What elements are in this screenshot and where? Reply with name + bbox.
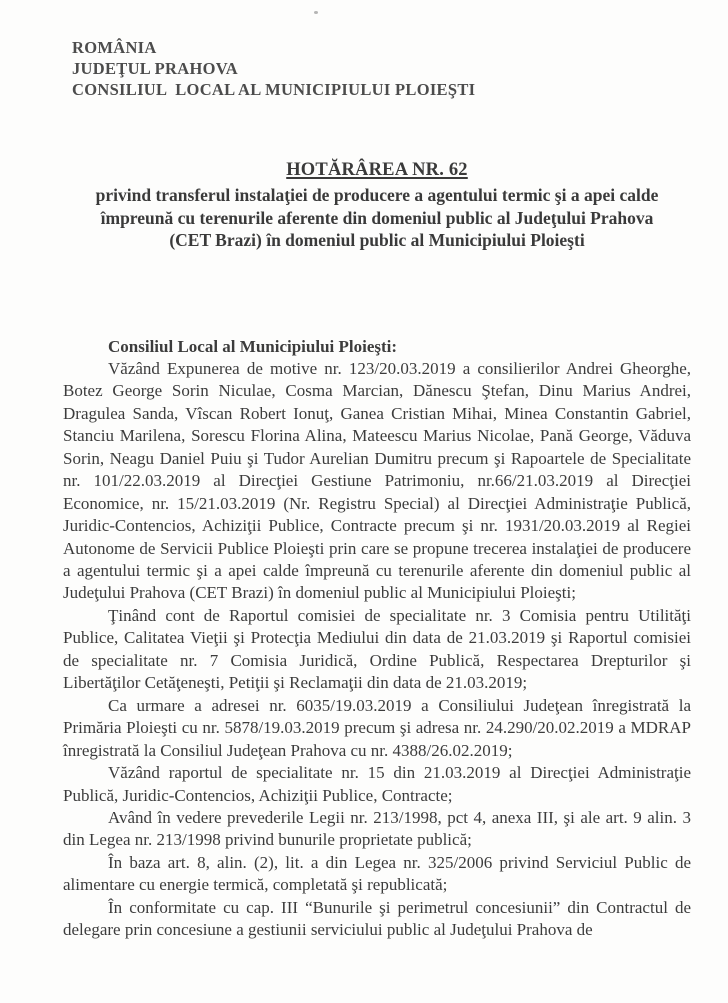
paragraph-vazand-raportul: Văzând raportul de specialitate nr. 15 din 21.03.2019 al Direcţiei Administraţie Publică, Juridic-Contencios, Achiziţii Publice, Contracte; <box>63 763 691 805</box>
letterhead-country: ROMÂNIA <box>72 38 157 57</box>
letterhead <box>0 0 728 100</box>
title-block <box>0 158 728 252</box>
paragraph-ca-urmare: Ca urmare a adresei nr. 6035/19.03.2019 a Consiliului Judeţean înregistrată la Primăria Ploieşti cu nr. 5878/19.03.2019 precum şi adresa nr. 24.290/20.02.2019 a MDRAP înregistrată la Consiliul Judeţean Prahova cu nr. 4388/26.02.2019; <box>63 695 691 760</box>
paragraph-in-baza: În baza art. 8, alin. (2), lit. a din Legea nr. 325/2006 privind Serviciul Public de alimentare cu energie termică, completată şi republicată; <box>63 852 691 895</box>
addressee-heading: Consiliul Local al Municipiului Ploieşti: <box>108 336 398 356</box>
letterhead-council: CONSILIUL LOCAL AL MUNICIPIULUI PLOIEŞTI <box>72 80 476 99</box>
paragraph-in-conformitate: În conformitate cu cap. III “Bunurile şi perimetrul concesiunii” din Contractul de delegare prin concesiune a gestiunii serviciului public al Judeţului Prahova de <box>63 897 691 940</box>
scan-artifact-dot <box>314 11 318 14</box>
decision-title <box>63 158 691 182</box>
decision-title-text: HOTĂRÂREA NR. 62 <box>286 160 468 180</box>
decision-subtitle-line-3: (CET Brazi) în domeniul public al Municipiului Ploieşti <box>169 230 585 250</box>
decision-subtitle-line-2: împreună cu terenurile aferente din domeniul public al Judeţului Prahova <box>100 207 654 228</box>
decision-subtitle-line-1: privind transferul instalaţiei de producere a agentului termic şi a apei calde <box>95 185 659 205</box>
paragraph-avand-in-vedere: Având în vedere prevederile Legii nr. 213/1998, pct 4, anexa III, şi ale art. 9 alin. 3 din Legea nr. 213/1998 privind bunurile proprietate publică; <box>63 808 691 850</box>
paragraph-vazand-expunerea: Văzând Expunerea de motive nr. 123/20.03.2019 a consilierilor Andrei Gheorghe, Botez George Sorin Niculae, Cosma Marcian, Dănescu Ştefan, Dinu Marius Andrei, Dragulea Sanda, Vîscan Robert Ionuţ, Ganea Cristian Mihai, Minea Constantin Gabriel, Stanciu Marilena, Sorescu Florina Alina, Mateescu Marius Nicolae, Pană George, Văduva Sorin, Neagu Daniel Puiu şi Tudor Aurelian Dumitru precum şi Rapoartele de Specialitate nr. 101/22.03.2019 al Direcţiei Gestiune Patrimoniu, nr.66/21.03.2019 al Direcţiei Economice, nr. 15/21.03.2019 (Nr. Registru Special) al Direcţiei Administraţie Publică, Juridic-Contencios, Achiziţii Publice, Contracte precum şi nr. 1931/20.03.2019 al Regiei Autonome de Servicii Publice Ploieşti prin care se propune trecerea instalaţiei de producere a agentului termic şi a apei calde împreună cu terenurile aferente din domeniul public al Judeţului Prahova (CET Brazi) în domeniul public al Municipiului Ploieşti; <box>63 358 691 603</box>
paragraph-tinand-cont: Ţinând cont de Raportul comisiei de specialitate nr. 3 Comisia pentru Utilităţi Publice, Calitatea Vieţii şi Protecţia Mediului din data de 21.03.2019 şi Raportul comisiei de specialitate nr. 7 Comisia Juridică, Ordine Publică, Respectarea Drepturilor şi Libertăţilor Cetăţeneşti, Petiţii şi Reclamaţii din data de 21.03.2019; <box>63 605 691 693</box>
document-body <box>0 336 728 942</box>
letterhead-county: JUDEŢUL PRAHOVA <box>72 59 239 78</box>
